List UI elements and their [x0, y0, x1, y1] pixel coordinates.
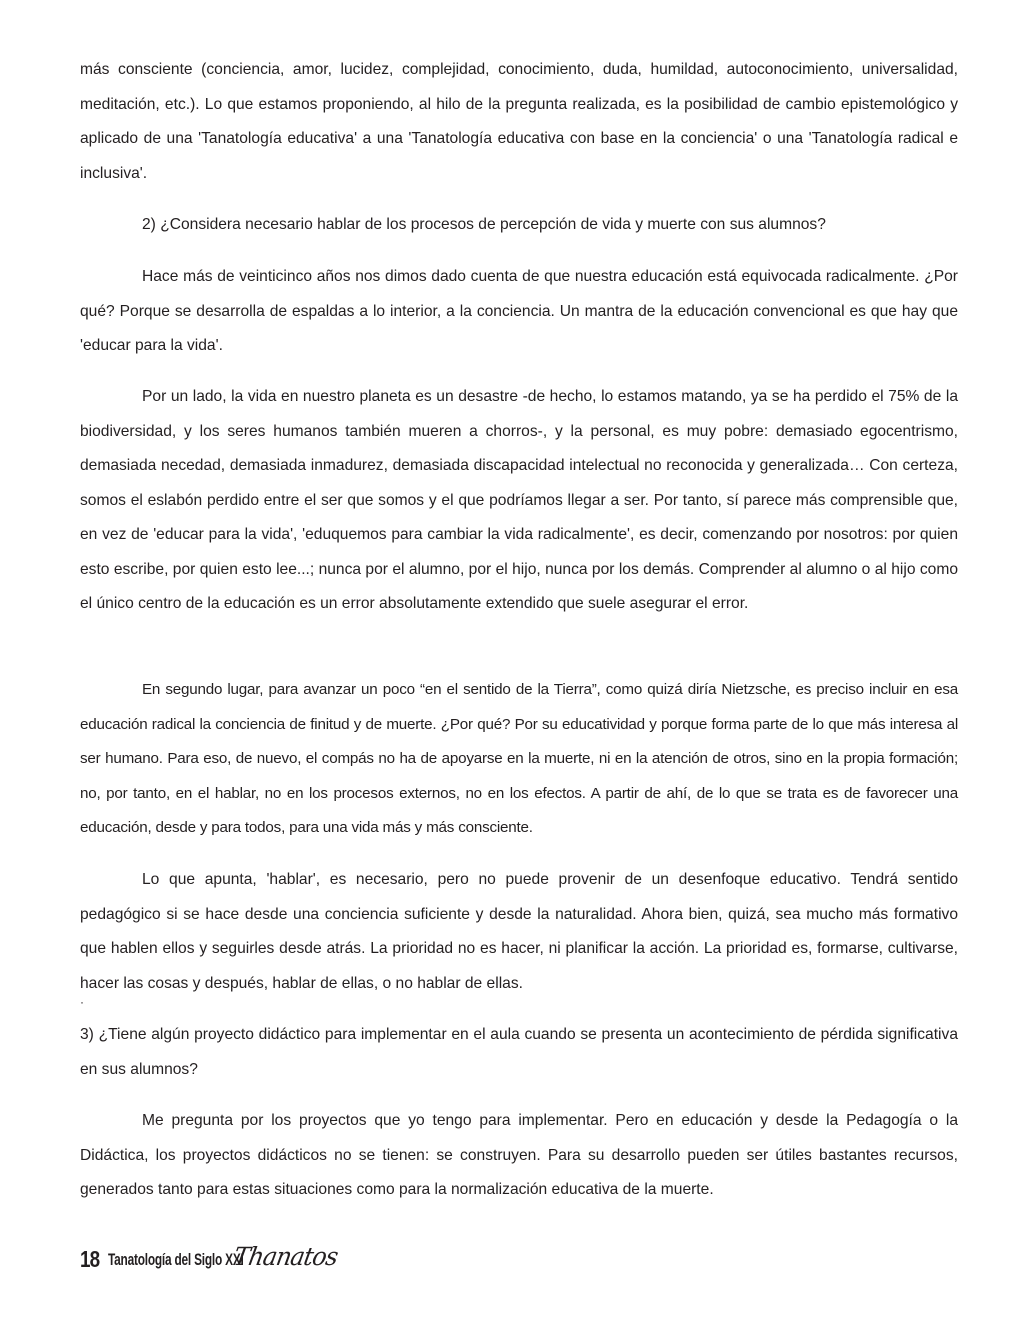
- paragraph-text: Me pregunta por los proyectos que yo tengo para implementar. Pero en educación y desde la Pedagogía o la Didáctica, los proyectos didácticos no se tienen: se construyen. Para su desarrollo pueden ser útiles bastantes recursos, generados tanto para estas situaciones como para la normalización educativa de la muerte.: [80, 1112, 958, 1198]
- question-text: 3) ¿Tiene algún proyecto didáctico para implementar en el aula cuando se presenta un acontecimiento de pérdida significativa en sus alumnos?: [80, 1026, 958, 1078]
- paragraph-text: más consciente (conciencia, amor, lucidez, complejidad, conocimiento, duda, humildad, autoconocimiento, universalidad, meditación, etc.). Lo que estamos proponiendo, al hilo de la pregunta realizada, es la posibilidad de cambio epistemológico y aplicado de una 'Tanatología educativa' a una 'Tanatología educativa con base en la conciencia' o una 'Tanatología radical e inclusiva'.: [80, 61, 958, 182]
- paragraph-text: Por un lado, la vida en nuestro planeta es un desastre -de hecho, lo estamos matando, ya se ha perdido el 75% de la biodiversidad, y los seres humanos también mueren a chorros-, y la personal, es muy pobre: demasiado egocentrismo, demasiada necedad, demasiada inmadurez, demasiada discapacidad intelectual no reconocida y generalizada… Con certeza, somos el eslabón perdido entre el ser que somos y el que podríamos llegar a ser. Por tanto, sí parece más comprensible que, en vez de 'educar para la vida', 'eduquemos para cambiar la vida radicalmente', es decir, comenzando por nosotros: por quien esto escribe, por quien esto lee...; nunca por el alumno, por el hijo, nunca por los demás. Comprender al alumno o al hijo como el único centro de la educación es un error absolutamente extendido que suele asegurar el error.: [80, 388, 958, 612]
- paragraph-speaking: [80, 863, 958, 1001]
- journal-logo: Thanatos: [231, 1242, 340, 1271]
- paragraph-education-error: [80, 260, 958, 364]
- paragraph-planet-life: [80, 380, 958, 622]
- question-text: 2) ¿Considera necesario hablar de los procesos de percepción de vida y muerte con sus alumnos?: [142, 216, 826, 233]
- question-3: [80, 1018, 958, 1087]
- journal-title: Tanatología del Siglo XXI: [108, 1251, 244, 1269]
- question-2: [80, 208, 958, 243]
- paragraph-text: Hace más de veinticinco años nos dimos dado cuenta de que nuestra educación está equivocada radicalmente. ¿Por qué? Porque se desarrolla de espaldas a lo interior, a la conciencia. Un mantra de la educación convencional es que hay que 'educar para la vida'.: [80, 268, 958, 354]
- page-number: 18: [80, 1246, 100, 1272]
- paragraph-text: En segundo lugar, para avanzar un poco “en el sentido de la Tierra”, como quizá diría Nietzsche, es preciso incluir en esa educación radical la conciencia de finitud y de muerte. ¿Por qué? Por su educatividad y porque forma parte de lo que más interesa al ser humano. Para eso, de nuevo, el compás no ha de apoyarse en la muerte, ni en la atención de otros, sino en la propia formación; no, por tanto, en el hablar, no en los procesos externos, no en los efectos. A partir de ahí, de lo que se trata es de favorecer una educación, desde y para todos, para una vida más y más consciente.: [80, 681, 958, 836]
- paragraph-continuation: [80, 53, 958, 191]
- paragraph-text: Lo que apunta, 'hablar', es necesario, pero no puede provenir de un desenfoque educativo. Tendrá sentido pedagógico si se hace desde una conciencia suficiente y desde la naturalidad. Ahora bien, quizá, sea mucho más formativo que hablen ellos y seguirles desde atrás. La prioridad no es hacer, ni planificar la acción. La prioridad es, formarse, cultivarse, hacer las cosas y después, hablar de ellas, o no hablar de ellas.: [80, 871, 958, 992]
- paragraph-finitude: [80, 673, 958, 846]
- stray-dot: ·: [80, 995, 84, 1009]
- paragraph-projects: [80, 1104, 958, 1208]
